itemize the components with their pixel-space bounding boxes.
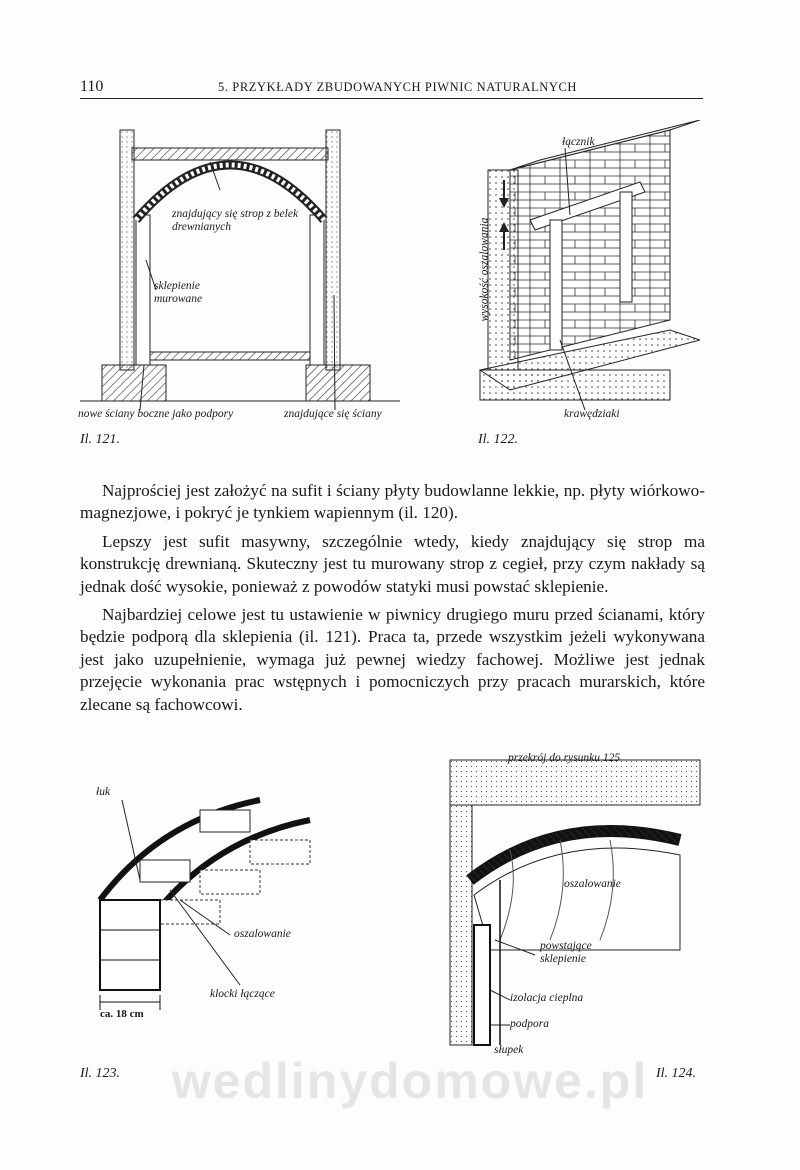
- callout-znajdujace-sciany: znajdujące się ściany: [284, 408, 382, 420]
- figure-121: [80, 120, 410, 420]
- figure-124: [440, 750, 710, 1056]
- page-number: 110: [80, 78, 104, 95]
- callout-krawedziaki: krawędziaki: [564, 408, 620, 420]
- callout-luk: łuk: [96, 786, 111, 798]
- callout-slupek: słupek: [494, 1044, 524, 1056]
- running-header: [80, 76, 703, 99]
- paragraph-2: Lepszy jest sufit masywny, szczególnie wtedy, kiedy znajdujący się strop ma konstrukcję drewnianą. Skuteczny jest tu murowany strop z cegieł, przy czym nakłady są jednak dość wysokie, ponieważ z powodów statyki musi powstać sklepienie.: [80, 531, 705, 596]
- callout-sklepienie-124: powstające sklepienie: [540, 940, 592, 965]
- figure-124-label: Il. 124.: [656, 1066, 697, 1081]
- body-text: [80, 480, 705, 722]
- figure-121-drawing: [80, 120, 410, 420]
- figure-122: [470, 120, 700, 420]
- callout-oszalowanie-123: oszalowanie: [234, 928, 291, 940]
- figure-123: [80, 770, 370, 1030]
- callout-wymiar: ca. 18 cm: [100, 1008, 144, 1020]
- callout-strop: znajdujący się strop z belek drewnianych: [172, 208, 299, 233]
- callout-klocki: klocki łączące: [210, 988, 275, 1000]
- callout-oszalowanie-124: oszalowanie: [564, 878, 621, 890]
- paragraph-3: Najbardziej celowe jest tu ustawienie w piwnicy drugiego muru przed ścianami, który będzie podporą dla sklepienia (il. 121). Praca ta, przede wszystkim jeżeli wykonywana jest jako uzupełnienie, wymaga już pewnej wiedzy fachowej. Możliwe jest jednak przejęcie wykonania prac wstępnych i pomocniczych przy pracach murarskich, które zlecane są fachowcowi.: [80, 605, 705, 714]
- callout-wysokosc: wysokość oszalowania: [478, 217, 491, 322]
- watermark: wedlinydomowe.pl: [171, 1053, 649, 1109]
- callout-lacznik: łącznik: [562, 136, 595, 148]
- callout-nowe-sciany: nowe ściany boczne jako podpory: [78, 408, 234, 420]
- figure-124-drawing: [440, 750, 710, 1050]
- paragraph-1: Najprościej jest założyć na sufit i ściany płyty budowlanne lekkie, np. płyty wiórkowo-magnezjowe, i pokryć je tynkiem wapiennym (il. 120).: [80, 481, 705, 523]
- figure-122-label: Il. 122.: [478, 432, 519, 447]
- chapter-title: 5. PRZYKŁADY ZBUDOWANYCH PIWNIC NATURALNYCH: [218, 80, 578, 94]
- figure-122-drawing: [470, 120, 700, 420]
- callout-przekroj: przekrój do rysunku 125: [508, 752, 621, 764]
- figure-123-label: Il. 123.: [80, 1066, 121, 1081]
- callout-podpora: podpora: [510, 1018, 549, 1030]
- callout-izolacja: izolacja cieplna: [510, 992, 584, 1004]
- figure-121-label: Il. 121.: [80, 432, 121, 447]
- callout-sklepienie: sklepienie murowane: [154, 280, 203, 305]
